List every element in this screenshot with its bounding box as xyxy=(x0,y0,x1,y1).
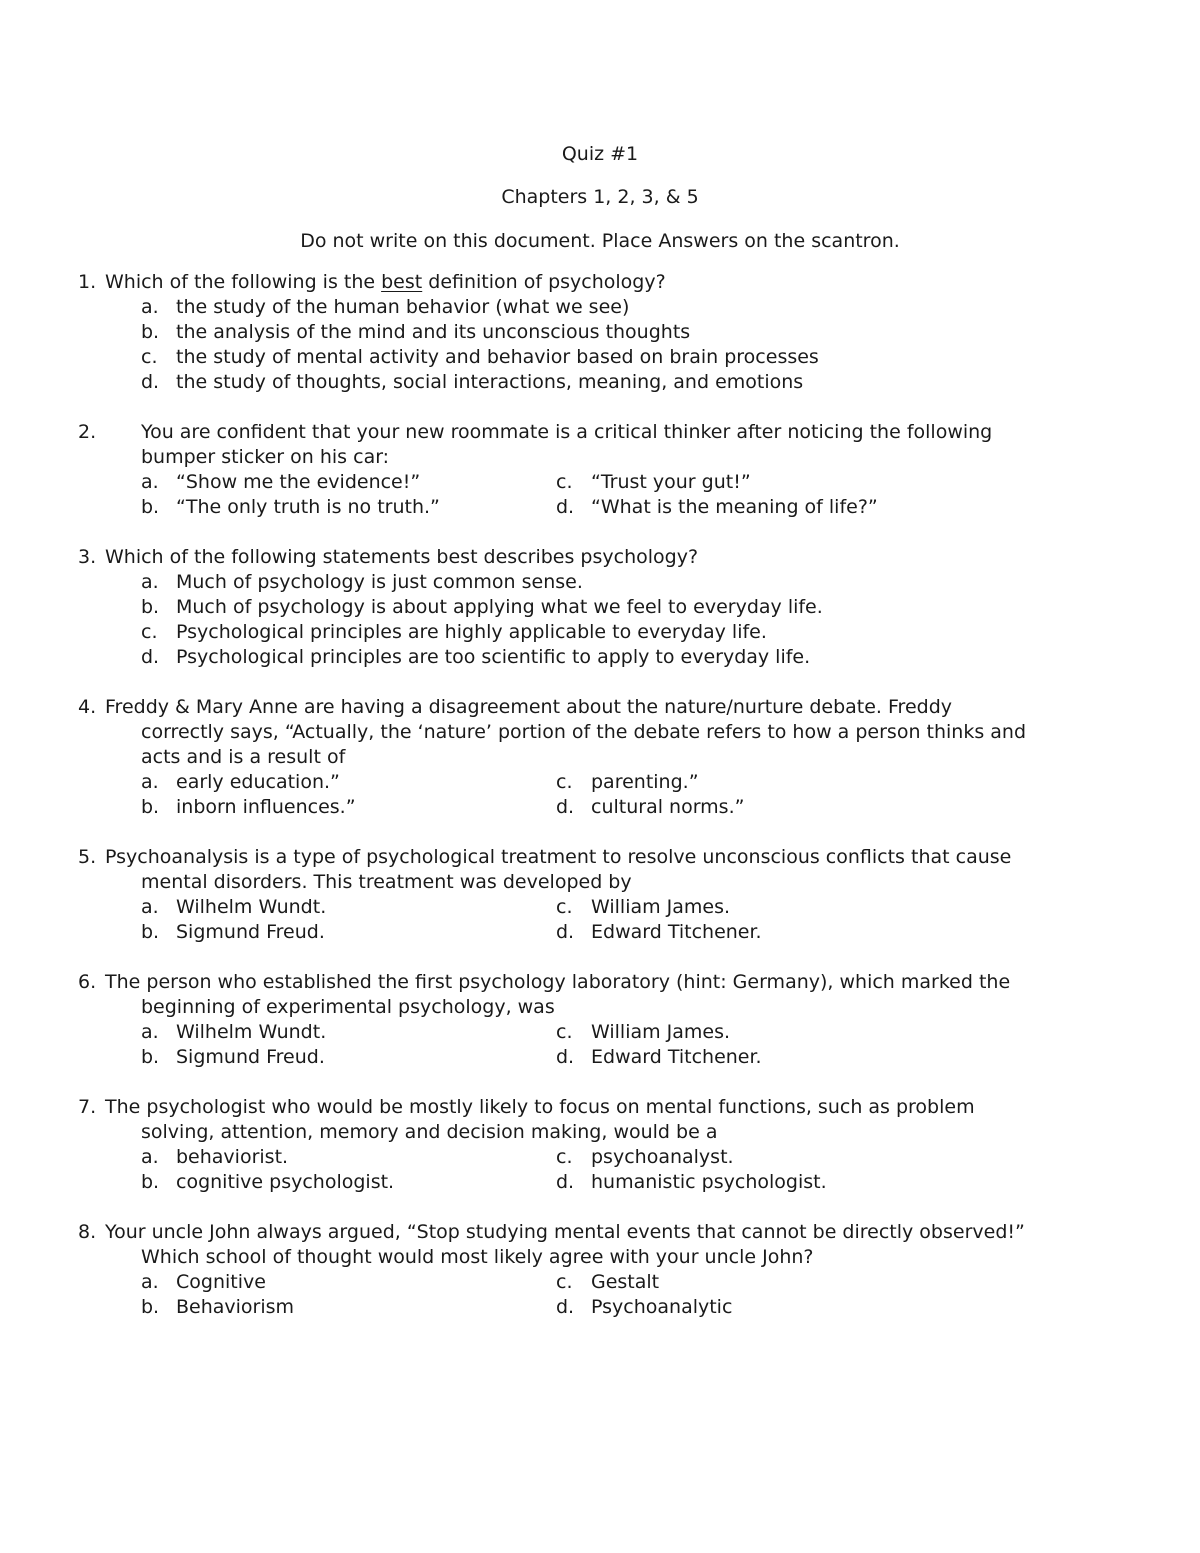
options-grid xyxy=(78,1145,1078,1195)
question-8 xyxy=(78,1220,1078,1320)
options-grid xyxy=(78,470,1078,520)
question-6 xyxy=(78,970,1078,1070)
question-2 xyxy=(78,420,1078,520)
option-letter: a. xyxy=(141,571,159,593)
option-text: “What is the meaning of life?” xyxy=(591,496,878,518)
option-text: Cognitive xyxy=(176,1271,266,1293)
question-number: 7. xyxy=(78,1096,97,1118)
question-7 xyxy=(78,1095,1078,1195)
question-number: 2. xyxy=(78,421,97,443)
question-4 xyxy=(78,695,1078,820)
option-letter: b. xyxy=(141,796,160,818)
option-letter: d. xyxy=(556,1296,575,1318)
page-title: Quiz #1 xyxy=(561,143,639,165)
option-text: Sigmund Freud. xyxy=(176,1046,325,1068)
question-number: 5. xyxy=(78,846,97,868)
option-letter: c. xyxy=(556,896,573,918)
options-list xyxy=(78,570,1078,670)
question-stem xyxy=(78,1095,1078,1120)
question-stem xyxy=(78,545,1078,570)
option-letter: b. xyxy=(141,1046,160,1068)
option-letter: d. xyxy=(556,1046,575,1068)
option-letter: a. xyxy=(141,1271,159,1293)
option-text: Much of psychology is just common sense. xyxy=(176,571,583,593)
stem-text: The psychologist who would be mostly likely to focus on mental functions, such as problem xyxy=(105,1096,975,1118)
option-d xyxy=(78,370,1078,395)
option-a xyxy=(78,570,1078,595)
option-text: early education.” xyxy=(176,771,340,793)
option-letter: b. xyxy=(141,1296,160,1318)
option-d xyxy=(78,645,1078,670)
question-stem-continued: mental disorders. This treatment was developed by xyxy=(141,871,632,893)
options-row xyxy=(78,470,1078,495)
option-letter: c. xyxy=(141,621,158,643)
options-row xyxy=(78,770,1078,795)
stem-text: Psychoanalysis is a type of psychological treatment to resolve unconscious conflicts that cause xyxy=(105,846,1012,868)
option-letter: b. xyxy=(141,1171,160,1193)
option-text: the study of mental activity and behavior based on brain processes xyxy=(176,346,819,368)
options-row xyxy=(78,795,1078,820)
option-text: Edward Titchener. xyxy=(591,921,762,943)
question-number: 1. xyxy=(78,271,97,293)
option-letter: a. xyxy=(141,471,159,493)
option-text: Psychological principles are too scientific to apply to everyday life. xyxy=(176,646,811,668)
option-letter: b. xyxy=(141,496,160,518)
option-text: Sigmund Freud. xyxy=(176,921,325,943)
option-text: Psychological principles are highly applicable to everyday life. xyxy=(176,621,767,643)
question-stem-continued: Which school of thought would most likely agree with your uncle John? xyxy=(141,1246,814,1268)
page-subtitle: Chapters 1, 2, 3, & 5 xyxy=(501,186,699,208)
stem-text: definition of psychology? xyxy=(422,271,666,293)
options-grid xyxy=(78,895,1078,945)
option-text: behaviorist. xyxy=(176,1146,289,1168)
option-letter: d. xyxy=(556,796,575,818)
option-a xyxy=(78,295,1078,320)
option-text: Behaviorism xyxy=(176,1296,295,1318)
question-stem-continued: solving, attention, memory and decision making, would be a xyxy=(141,1121,718,1143)
option-b xyxy=(78,320,1078,345)
stem-text: Which of the following statements best describes psychology? xyxy=(105,546,699,568)
options-row xyxy=(78,1170,1078,1195)
option-letter: b. xyxy=(141,321,160,343)
options-row xyxy=(78,895,1078,920)
question-number: 4. xyxy=(78,696,97,718)
options-row xyxy=(78,1145,1078,1170)
option-letter: b. xyxy=(141,596,160,618)
option-c xyxy=(78,620,1078,645)
options-list xyxy=(78,295,1078,395)
option-letter: c. xyxy=(556,1146,573,1168)
option-text: the analysis of the mind and its unconscious thoughts xyxy=(176,321,691,343)
stem-underlined: best xyxy=(381,271,423,293)
option-text: Edward Titchener. xyxy=(591,1046,762,1068)
option-text: cultural norms.” xyxy=(591,796,745,818)
option-letter: d. xyxy=(556,921,575,943)
option-c xyxy=(78,345,1078,370)
question-number: 8. xyxy=(78,1221,97,1243)
question-stem-continued: correctly says, “Actually, the ‘nature’ portion of the debate refers to how a person thinks and xyxy=(141,721,1027,743)
question-stem-continued: beginning of experimental psychology, was xyxy=(141,996,555,1018)
question-1 xyxy=(78,270,1078,395)
question-number: 3. xyxy=(78,546,97,568)
stem-text: The person who established the first psychology laboratory (hint: Germany), which marked the xyxy=(105,971,1011,993)
option-letter: a. xyxy=(141,1146,159,1168)
option-letter: b. xyxy=(141,921,160,943)
question-stem xyxy=(78,1220,1078,1245)
option-letter: a. xyxy=(141,896,159,918)
option-text: psychoanalyst. xyxy=(591,1146,734,1168)
stem-text: You are confident that your new roommate is a critical thinker after noticing the following xyxy=(141,421,993,443)
option-text: William James. xyxy=(591,896,731,918)
option-text: Psychoanalytic xyxy=(591,1296,733,1318)
question-stem xyxy=(78,420,1078,445)
option-letter: c. xyxy=(556,1021,573,1043)
option-text: “Show me the evidence!” xyxy=(176,471,421,493)
question-5 xyxy=(78,845,1078,945)
option-letter: c. xyxy=(556,771,573,793)
option-letter: a. xyxy=(141,296,159,318)
options-row xyxy=(78,1295,1078,1320)
question-3 xyxy=(78,545,1078,670)
option-text: humanistic psychologist. xyxy=(591,1171,827,1193)
option-letter: c. xyxy=(556,1271,573,1293)
option-text: “Trust your gut!” xyxy=(591,471,751,493)
option-text: William James. xyxy=(591,1021,731,1043)
options-row xyxy=(78,495,1078,520)
option-text: inborn influences.” xyxy=(176,796,356,818)
stem-text: Which of the following is the xyxy=(105,271,382,293)
option-text: Much of psychology is about applying what we feel to everyday life. xyxy=(176,596,823,618)
option-text: Wilhelm Wundt. xyxy=(176,1021,327,1043)
option-letter: d. xyxy=(556,496,575,518)
option-text: the study of the human behavior (what we see) xyxy=(176,296,630,318)
stem-text: Freddy & Mary Anne are having a disagreement about the nature/nurture debate. Freddy xyxy=(105,696,952,718)
question-number: 6. xyxy=(78,971,97,993)
question-stem xyxy=(78,695,1078,720)
options-row xyxy=(78,1270,1078,1295)
stem-text: Your uncle John always argued, “Stop studying mental events that cannot be directly observed!” xyxy=(105,1221,1025,1243)
options-row xyxy=(78,1020,1078,1045)
option-text: cognitive psychologist. xyxy=(176,1171,395,1193)
options-row xyxy=(78,1045,1078,1070)
option-letter: c. xyxy=(141,346,158,368)
option-text: the study of thoughts, social interactions, meaning, and emotions xyxy=(176,371,804,393)
option-letter: a. xyxy=(141,1021,159,1043)
options-grid xyxy=(78,770,1078,820)
option-letter: c. xyxy=(556,471,573,493)
option-letter: d. xyxy=(141,371,160,393)
question-stem xyxy=(78,270,1078,295)
options-grid xyxy=(78,1020,1078,1070)
option-text: Wilhelm Wundt. xyxy=(176,896,327,918)
options-grid xyxy=(78,1270,1078,1320)
instructions: Do not write on this document. Place Answers on the scantron. xyxy=(300,230,900,252)
option-letter: a. xyxy=(141,771,159,793)
question-stem-continued: acts and is a result of xyxy=(141,746,346,768)
option-text: “The only truth is no truth.” xyxy=(176,496,440,518)
option-letter: d. xyxy=(141,646,160,668)
question-stem xyxy=(78,845,1078,870)
option-text: Gestalt xyxy=(591,1271,660,1293)
option-text: parenting.” xyxy=(591,771,699,793)
option-b xyxy=(78,595,1078,620)
option-letter: d. xyxy=(556,1171,575,1193)
question-stem xyxy=(78,970,1078,995)
options-row xyxy=(78,920,1078,945)
question-stem-continued: bumper sticker on his car: xyxy=(141,446,390,468)
